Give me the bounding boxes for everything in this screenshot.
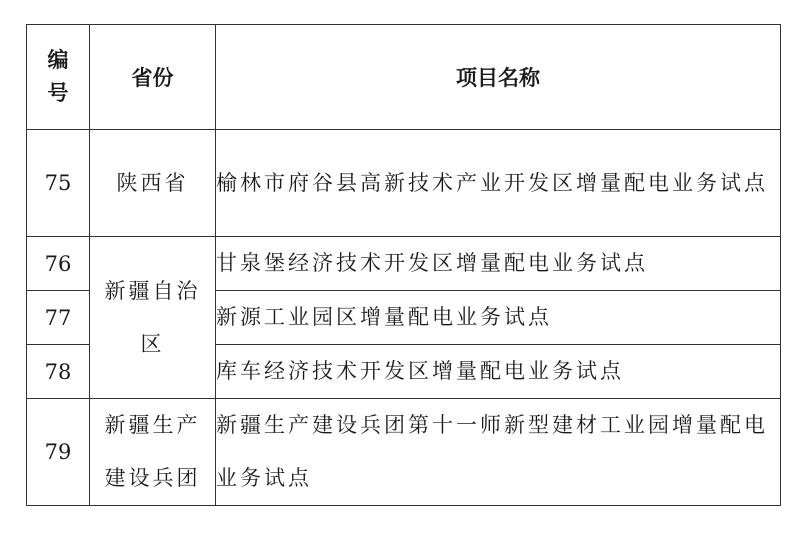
row-project-name: 甘泉堡经济技术开发区增量配电业务试点 <box>216 237 781 291</box>
row-province: 陕西省 <box>90 130 216 237</box>
row-number: 76 <box>27 237 90 291</box>
row-province: 新疆自治区 <box>90 237 216 399</box>
table-row <box>27 130 781 237</box>
table-row <box>27 399 781 506</box>
row-project-name: 新源工业园区增量配电业务试点 <box>216 291 781 345</box>
table-header-row <box>27 25 781 130</box>
header-number: 编号 <box>27 25 90 130</box>
table-row <box>27 237 781 291</box>
row-project-name: 库车经济技术开发区增量配电业务试点 <box>216 345 781 399</box>
pilot-projects-table <box>26 24 781 506</box>
row-project-name: 新疆生产建设兵团第十一师新型建材工业园增量配电业务试点 <box>216 399 781 506</box>
header-province: 省份 <box>90 25 216 130</box>
row-project-name: 榆林市府谷县高新技术产业开发区增量配电业务试点 <box>216 130 781 237</box>
row-number: 77 <box>27 291 90 345</box>
row-number: 78 <box>27 345 90 399</box>
row-number: 79 <box>27 399 90 506</box>
header-project-name: 项目名称 <box>216 25 781 130</box>
row-province: 新疆生产建设兵团 <box>90 399 216 506</box>
row-number: 75 <box>27 130 90 237</box>
